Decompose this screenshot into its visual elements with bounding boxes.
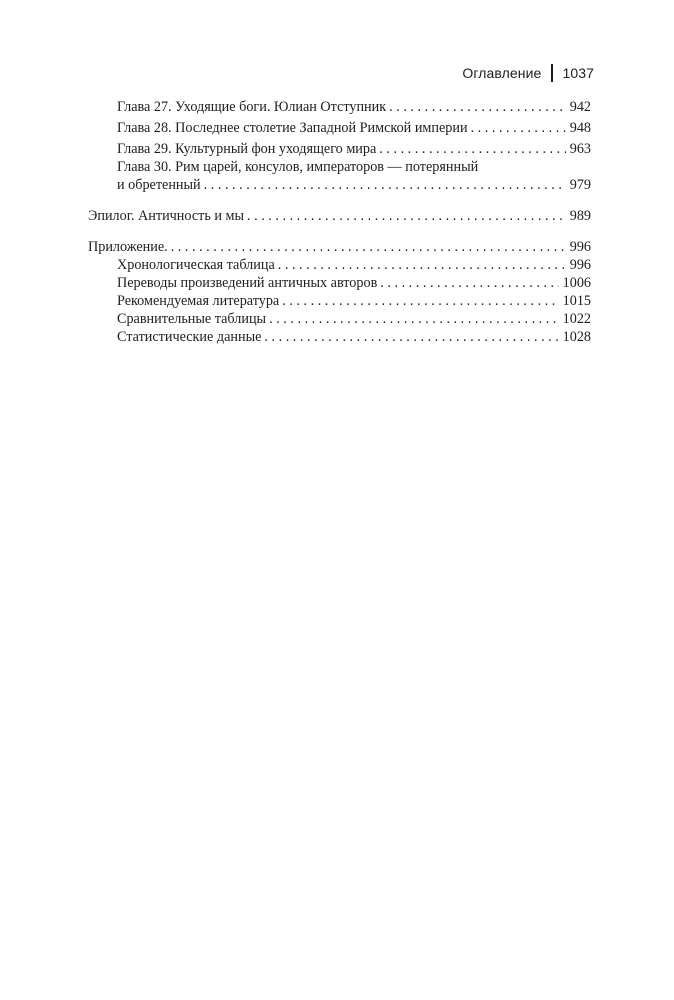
toc-entry-appendix[interactable] (88, 238, 591, 256)
toc-entry-page: 1006 (562, 275, 591, 291)
toc-leader-dots (471, 119, 566, 137)
toc-entry-chapter-29[interactable] (117, 140, 591, 158)
toc-entry-label: Глава 29. Культурный фон уходящего мира (117, 141, 377, 157)
toc-entry-page: 979 (569, 177, 591, 193)
toc-entry-label: Переводы произведений античных авторов (117, 275, 378, 291)
toc-entry-label: Хронологическая таблица (117, 257, 275, 273)
toc-entry-appendix-item[interactable] (117, 310, 591, 328)
toc-leader-dots (247, 207, 566, 225)
toc-entry-chapter-30-line1[interactable]: Глава 30. Рим царей, консулов, императоров — потерянный (117, 159, 479, 175)
toc-entry-appendix-item[interactable] (117, 292, 591, 310)
toc-leader-dots (204, 176, 566, 194)
page-number: 1037 (562, 65, 594, 81)
toc-entry-label: Глава 28. Последнее столетие Западной Римской империи (117, 120, 468, 136)
toc-leader-dots (389, 98, 566, 116)
toc-leader-dots (380, 274, 558, 292)
toc-entry-page: 1022 (562, 311, 591, 327)
toc-leader-dots (269, 310, 559, 328)
toc-entry-page: 963 (569, 141, 591, 157)
toc-entry-chapter-30[interactable] (117, 176, 591, 194)
toc-leader-dots (171, 238, 566, 256)
running-head (462, 64, 594, 82)
toc-entry-page: 942 (569, 99, 591, 115)
toc-entry-epilogue[interactable] (88, 207, 591, 225)
toc-leader-dots (278, 256, 566, 274)
toc-entry-page: 996 (569, 239, 591, 255)
toc-entry-appendix-item[interactable] (117, 256, 591, 274)
toc-entry-chapter-27[interactable] (117, 98, 591, 116)
toc-entry-page: 948 (569, 120, 591, 136)
toc-leader-dots (282, 292, 558, 310)
toc-entry-label: Эпилог. Античность и мы (88, 208, 245, 224)
toc-entry-appendix-item[interactable] (117, 328, 591, 346)
toc-entry-page: 996 (569, 257, 591, 273)
toc-entry-page: 989 (569, 208, 591, 224)
toc-leader-dots (264, 328, 558, 346)
toc-entry-label: и обретенный (117, 177, 201, 193)
running-head-divider (551, 64, 553, 82)
toc-entry-label: Рекомендуемая литература (117, 293, 280, 309)
toc-entry-label: Сравнительные таблицы (117, 311, 267, 327)
toc-entry-label: Глава 27. Уходящие боги. Юлиан Отступник (117, 99, 387, 115)
toc-entry-page: 1028 (562, 329, 591, 345)
toc-entry-chapter-28[interactable] (117, 119, 591, 137)
toc-entry-label: Статистические данные (117, 329, 262, 345)
running-head-title: Оглавление (462, 65, 542, 81)
toc-leader-dots (379, 140, 565, 158)
toc-entry-label: Приложение. (88, 239, 168, 255)
toc-entry-page: 1015 (562, 293, 591, 309)
toc-entry-appendix-item[interactable] (117, 274, 591, 292)
